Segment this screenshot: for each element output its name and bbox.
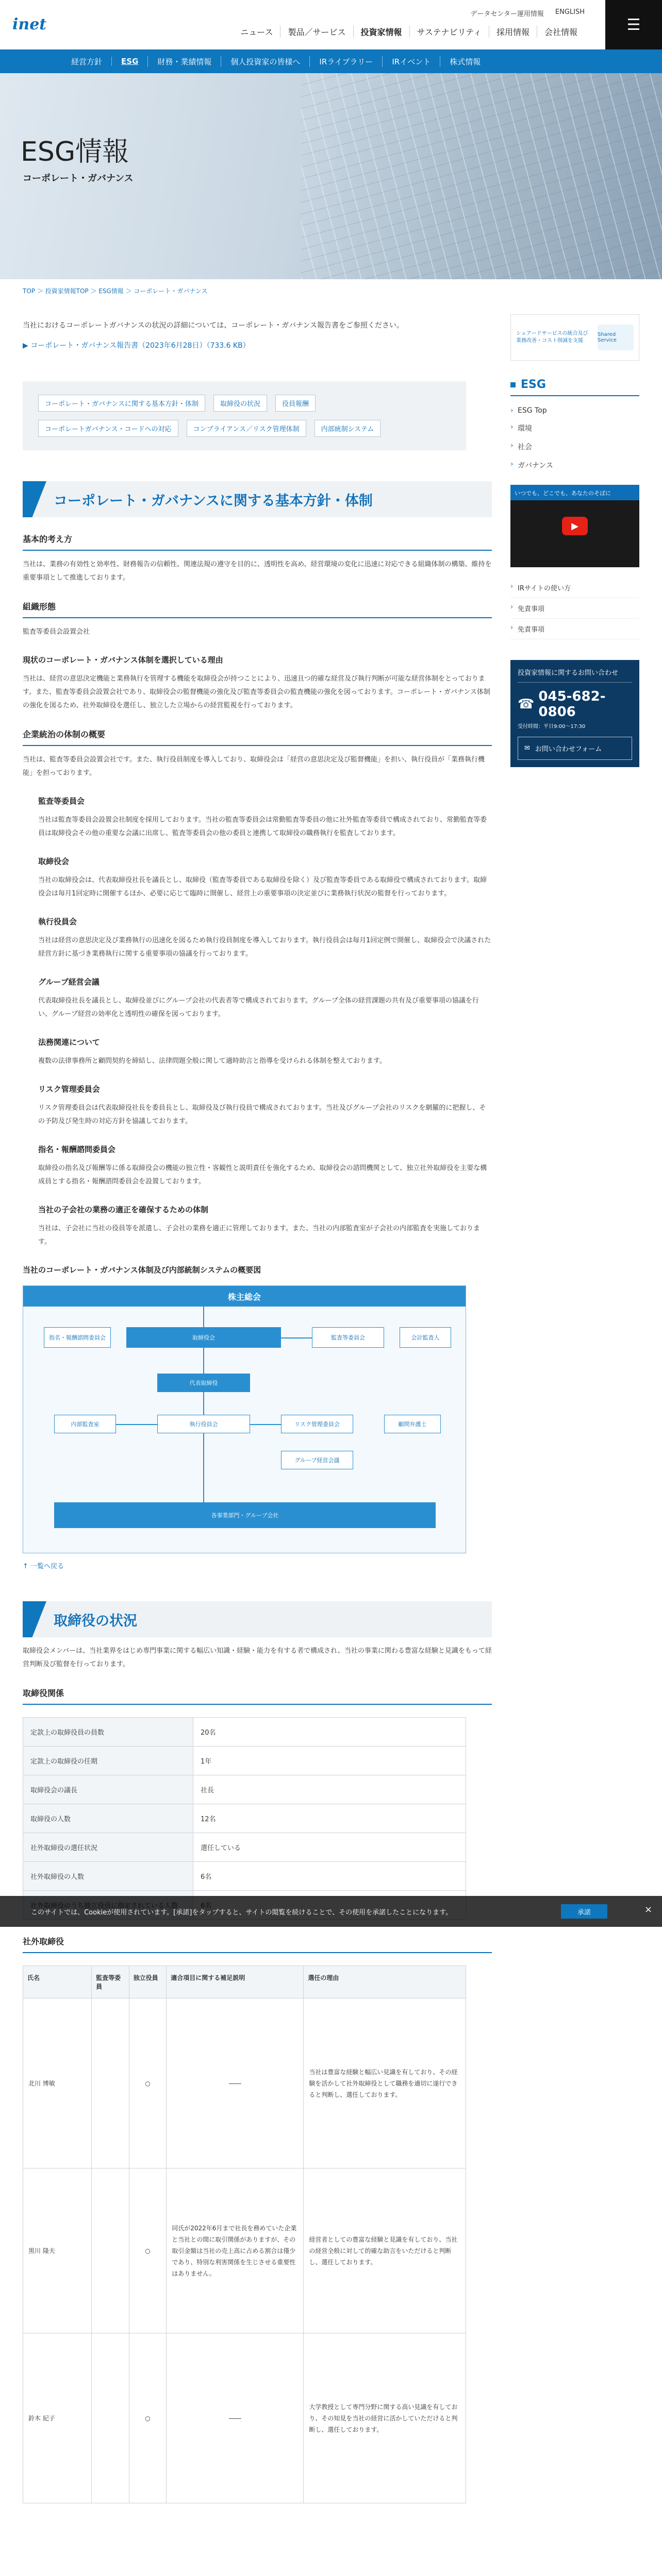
diagram-connector bbox=[203, 1433, 204, 1502]
sidebar-item-social[interactable]: › 社会 bbox=[510, 437, 639, 456]
nav-products[interactable]: 製品／サービス bbox=[280, 26, 353, 38]
hero-banner bbox=[0, 73, 662, 279]
body-text: リスク管理委員会は代表取締役社長を委員長とし、取締役及び執行役員で構成されております。当社及びグループ会社のリスクを網羅的に把握し、その予防及び発生時の対応方針を協議しております。 bbox=[38, 1104, 486, 1125]
body-text: 複数の法律事務所と顧問契約を締結し、法律問題全般に関して適時助言と指導を受けられる体制を整えております。 bbox=[38, 1057, 386, 1065]
intro-text: 当社におけるコーポレートガバナンスの状況の詳細については、コーポレート・ガバナンス報告書をご参照ください。 bbox=[23, 321, 404, 330]
diagram-risk-committee: リスク管理委員会 bbox=[281, 1415, 353, 1433]
org-heading: 組織形態 bbox=[23, 600, 492, 618]
nav-company[interactable]: 会社情報 bbox=[537, 26, 585, 38]
body-heading: 当社の子会社の業務の適正を確保するための体制 bbox=[38, 1205, 209, 1214]
hamburger-icon[interactable]: ☰ bbox=[605, 0, 662, 49]
nav-news[interactable]: ニュース bbox=[240, 27, 273, 37]
directors-intro: 取締役会メンバーは、当社業界をはじめ専門事業に関する幅広い知識・経験・能力を有する者で構成され、当社の事業に関わる豊富な経験と見識をもって経営判断及び監督を行っております。 bbox=[23, 1647, 492, 1668]
subnav-individual[interactable]: 個人投資家の皆様へ bbox=[221, 56, 309, 67]
body-heading: グループ経営会議 bbox=[38, 977, 100, 987]
anchor-internal-control[interactable]: 内部統制システム bbox=[315, 420, 381, 437]
global-nav bbox=[233, 26, 585, 38]
main-content bbox=[23, 319, 492, 2503]
sidebar-menu bbox=[510, 402, 639, 474]
table-row: 社外取締役の人数 6名 bbox=[23, 1862, 466, 1891]
anchor-links bbox=[23, 381, 466, 450]
org-text: 監査等委員会設置会社 bbox=[23, 628, 90, 636]
page-subtitle: コーポレート・ガバナンス bbox=[23, 173, 134, 184]
diagram-exec-committee: 執行役員会 bbox=[157, 1415, 250, 1433]
sidebar-item-environment[interactable]: › 環境 bbox=[510, 419, 639, 437]
body-text: 当社は監査等委員会設置会社制度を採用しております。当社の監査等委員会は常勤監査等委員の他に社外監査等委員で構成されており、常勤監査等委員は取締役会その他の重要な会議に出席し、監査等委員会の他の委員と連携して取締役の職務執行を監査しております。 bbox=[38, 816, 487, 837]
back-to-top-link[interactable]: ↑ 一覧へ戻る bbox=[23, 1563, 64, 1570]
company-logo[interactable]: inet bbox=[12, 15, 47, 33]
subnav-financial[interactable]: 財務・業績情報 bbox=[147, 56, 221, 67]
outline-text: 当社は、監査等委員会設置会社です。また、執行役員制度を導入しており、取締役会は「経営の意思決定及び監督機能」を担い、執行役員が「業務執行機能」を担っております。 bbox=[23, 756, 485, 777]
contact-hours: 受付時間：平日9:00〜17:30 bbox=[518, 724, 586, 730]
diagram-lawyer: 顧問弁護士 bbox=[384, 1415, 441, 1433]
diagram-nomination-committee: 指名・報酬諮問委員会 bbox=[44, 1327, 111, 1348]
phone-icon: ☎ bbox=[518, 697, 535, 712]
diagram-connector bbox=[203, 1307, 204, 1327]
directors-facts-table bbox=[23, 1717, 466, 1920]
body-heading: 取締役会 bbox=[38, 857, 70, 866]
site-header bbox=[0, 0, 662, 49]
diagram-board: 取締役会 bbox=[126, 1327, 281, 1348]
basic-heading: 基本的考え方 bbox=[23, 533, 492, 551]
anchor-compensation[interactable]: 役員報酬 bbox=[275, 395, 316, 412]
body-heading: 指名・報酬諮問委員会 bbox=[38, 1145, 116, 1154]
diagram-connector bbox=[203, 1392, 204, 1415]
anchor-directors[interactable]: 取締役の状況 bbox=[213, 395, 267, 412]
table-row: 北川 博敏 ○ ―― 当社は豊富な経験と幅広い見識を有しており、その経験を活かして社外取締役として職務を適切に遂行できると判断し、選任しております。 bbox=[23, 1998, 466, 2168]
body-text: 取締役の指名及び報酬等に係る取締役会の機能の独立性・客観性と説明責任を強化するため、取締役会の諮問機関として、独立社外取締役を主要な構成員とする指名・報酬諮問委員会を設置しております。 bbox=[38, 1164, 487, 1185]
outline-heading: 企業統治の体制の概要 bbox=[23, 728, 492, 746]
subnav-events[interactable]: IRイベント bbox=[382, 56, 440, 67]
body-heading: リスク管理委員会 bbox=[38, 1084, 100, 1094]
diagram-audit-committee: 監査等委員会 bbox=[312, 1327, 384, 1348]
nav-recruit[interactable]: 採用情報 bbox=[489, 26, 537, 38]
ir-contact-box bbox=[510, 660, 639, 767]
diagram-group-meeting: グループ経営会議 bbox=[281, 1451, 353, 1469]
diagram-ceo: 代表取締役 bbox=[157, 1374, 250, 1392]
body-text: 代表取締役社長を議長とし、取締役並びにグループ会社の代表者等で構成されております。グループ全体の経営課題の共有及び重要事項の協議を行い、グループ経営の効率化と透明性の確保を図っております。 bbox=[38, 997, 479, 1018]
sidebar-link-disclaimer-2[interactable]: › 免責事項 bbox=[510, 619, 639, 639]
governance-diagram bbox=[23, 1285, 466, 1553]
table-row: 定款上の取締役員の員数 20名 bbox=[23, 1718, 466, 1747]
diagram-connector bbox=[281, 1337, 312, 1338]
video-title: いつでも、どこでも、あなたのそばに bbox=[510, 485, 639, 500]
anchor-policy[interactable]: コーポレート・ガバナンスに関する基本方針・体制 bbox=[38, 395, 205, 412]
sidebar-item-governance[interactable]: › ガバナンス bbox=[510, 456, 639, 474]
governance-bodies bbox=[23, 795, 492, 1249]
shared-service-logo: Shared Service bbox=[598, 325, 634, 350]
subnav-stock[interactable]: 株式情報 bbox=[440, 56, 490, 67]
body-text: 当社は、子会社に当社の役員等を派遣し、子会社の業務を適正に管理しております。また、当社の内部監査室が子会社の内部監査を実施しております。 bbox=[38, 1225, 480, 1246]
util-link-datacenter[interactable]: データセンター運用情報 bbox=[470, 10, 544, 18]
basic-text: 当社は、業務の有効性と効率性、財務報告の信頼性、関連法規の遵守を目的に、透明性を高め、経営環境の変化に迅速に対応できる組織体制の構築、維持を重要事項として推進しております。 bbox=[23, 561, 492, 582]
nav-ir[interactable]: 投資家情報 bbox=[353, 26, 409, 38]
diagram-divisions: 各事業部門・グループ会社 bbox=[54, 1502, 436, 1528]
promo-video[interactable] bbox=[510, 485, 639, 567]
table-row: 黒川 隆夫 ○ 同氏が2022年6月まで社長を務めていた企業と当社との間に取引関係がありますが、その取引金額は当社の売上高に占める割合は僅少であり、特別な利害関係を生じさせる重要性はありません。 経営者としての豊富な経験と見識を有しており、当社の経営全般に対して的確な助言をいただけると判断し、選任しております。 bbox=[23, 2168, 466, 2333]
table-header-row: 氏名 監査等委員 独立役員 適合項目に関する補足説明 選任の理由 bbox=[23, 1966, 466, 1998]
close-icon[interactable]: × bbox=[644, 1904, 653, 1915]
diagram-shareholders: 株主総会 bbox=[23, 1286, 466, 1307]
outside-directors-heading: 社外取締役 bbox=[23, 1935, 492, 1953]
building-image bbox=[301, 73, 662, 279]
contact-tel[interactable]: ☎ 045-682-0806 bbox=[518, 689, 606, 720]
body-heading: 法務関連について bbox=[38, 1038, 100, 1047]
facts-heading: 取締役関係 bbox=[23, 1687, 492, 1705]
nav-sustainability[interactable]: サステナビリティ bbox=[409, 26, 489, 38]
section-heading-directors: 取締役の状況 bbox=[23, 1601, 492, 1637]
anchor-compliance[interactable]: コンプライアンス／リスク管理体制 bbox=[187, 420, 306, 437]
body-heading: 監査等委員会 bbox=[38, 796, 85, 806]
subnav-policy[interactable]: 経営方針 bbox=[71, 57, 103, 66]
diagram-connector bbox=[116, 1424, 157, 1425]
table-row: 取締役の人数 12名 bbox=[23, 1804, 466, 1833]
mail-icon: ✉ bbox=[524, 744, 530, 752]
body-heading: 執行役員会 bbox=[38, 917, 77, 926]
body-text: 当社は経営の意思決定及び業務執行の迅速化を図るため執行役員制度を導入しております。執行役員会は毎月1回定例で開催し、取締役会で決議された経営方針に基づき業務執行に関する重要事項の協議を行っております。 bbox=[38, 937, 491, 958]
contact-form-button[interactable]: ✉ お問い合わせフォーム bbox=[518, 737, 632, 760]
sidebar-item-esg-top[interactable]: › ESG Top bbox=[510, 402, 639, 419]
body-text: 当社の取締役会は、代表取締役社長を議長とし、取締役（監査等委員である取締役を除く）及び監査等委員である取締役で構成されております。取締役会は毎月1回定時に開催するほか、必要に応じて臨時に開催し、経営上の重要事項の決定並びに業務執行状況の監督を行っております。 bbox=[38, 876, 487, 897]
sidebar-link-disclaimer[interactable]: › 免責事項 bbox=[510, 598, 639, 619]
breadcrumb[interactable]: TOP ＞ 投資家情報TOP ＞ ESG情報 ＞ コーポレート・ガバナンス bbox=[23, 287, 208, 295]
shared-service-banner[interactable]: シェアードサービスの統合及び業務改善・コスト削減を支援 Shared Service bbox=[510, 314, 639, 361]
sidebar-link-howto[interactable]: › IRサイトの使い方 bbox=[510, 578, 639, 598]
reason-text: 当社は、経営の意思決定機能と業務執行を管理する機能を取締役会が持つことにより、迅速且つ的確な経営及び執行判断が可能な経営体制をとっております。また、監査等委員会設置会社であり、取締役会の監督機能の強化及び監査等委員会の監査機能の強化を図っております。コーポレート・ガバナンス体制の強化を図るため、社外取締役を選任し、独立した立場からの経営監視を行っております。 bbox=[23, 675, 490, 709]
sidebar-title: ESG bbox=[510, 378, 639, 396]
pdf-link[interactable]: ▶ コーポレート・ガバナンス報告書（2023年6月28日）（733.6 KB） bbox=[23, 342, 250, 350]
diagram-external-auditor: 会計監査人 bbox=[400, 1327, 451, 1348]
utility-nav bbox=[470, 8, 585, 18]
reason-heading: 現状のコーポレート・ガバナンス体制を選択している理由 bbox=[23, 655, 223, 665]
table-row: 取締役会の議長 社長 bbox=[23, 1775, 466, 1804]
cookie-text: このサイトでは、Cookieが使用されています。[承諾]をタップすると、サイトの閲覧を続けることで、その使用を承諾したことになります。 bbox=[31, 1908, 453, 1917]
cookie-agree-button[interactable]: 承諾 bbox=[561, 1904, 607, 1919]
contact-title: 投資家情報に関するお問い合わせ bbox=[518, 667, 632, 683]
table-row: 社外取締役の選任状況 選任している bbox=[23, 1833, 466, 1862]
ir-subnav bbox=[0, 49, 662, 73]
subnav-esg[interactable]: ESG bbox=[111, 57, 147, 66]
diagram-heading: 当社のコーポレート・ガバナンス体制及び内部統制システムの概要図 bbox=[23, 1265, 261, 1275]
square-icon bbox=[510, 382, 516, 387]
diagram-internal-audit: 内部監査室 bbox=[54, 1415, 116, 1433]
outside-directors-table bbox=[23, 1965, 466, 2503]
table-row: 定款上の取締役の任期 1年 bbox=[23, 1747, 466, 1775]
sidebar-links bbox=[510, 578, 639, 639]
util-link-english[interactable]: ENGLISH bbox=[555, 8, 585, 16]
table-row: 鈴木 紀子 ○ ―― 大学教授として専門分野に関する高い見識を有しており、その知見を当社の経営に活かしていただけると判断し、選任しております。 bbox=[23, 2333, 466, 2503]
subnav-library[interactable]: IRライブラリー bbox=[309, 56, 382, 67]
page-title: ESG情報 bbox=[21, 137, 129, 167]
play-icon[interactable]: ▶ bbox=[562, 517, 588, 535]
sidebar bbox=[510, 314, 639, 767]
section-heading-policy: コーポレート・ガバナンスに関する基本方針・体制 bbox=[23, 481, 492, 517]
diagram-connector bbox=[203, 1348, 204, 1374]
anchor-cgcode[interactable]: コーポレートガバナンス・コードへの対応 bbox=[38, 420, 178, 437]
diagram-connector bbox=[250, 1424, 281, 1425]
cookie-consent-bar bbox=[0, 1896, 662, 1927]
